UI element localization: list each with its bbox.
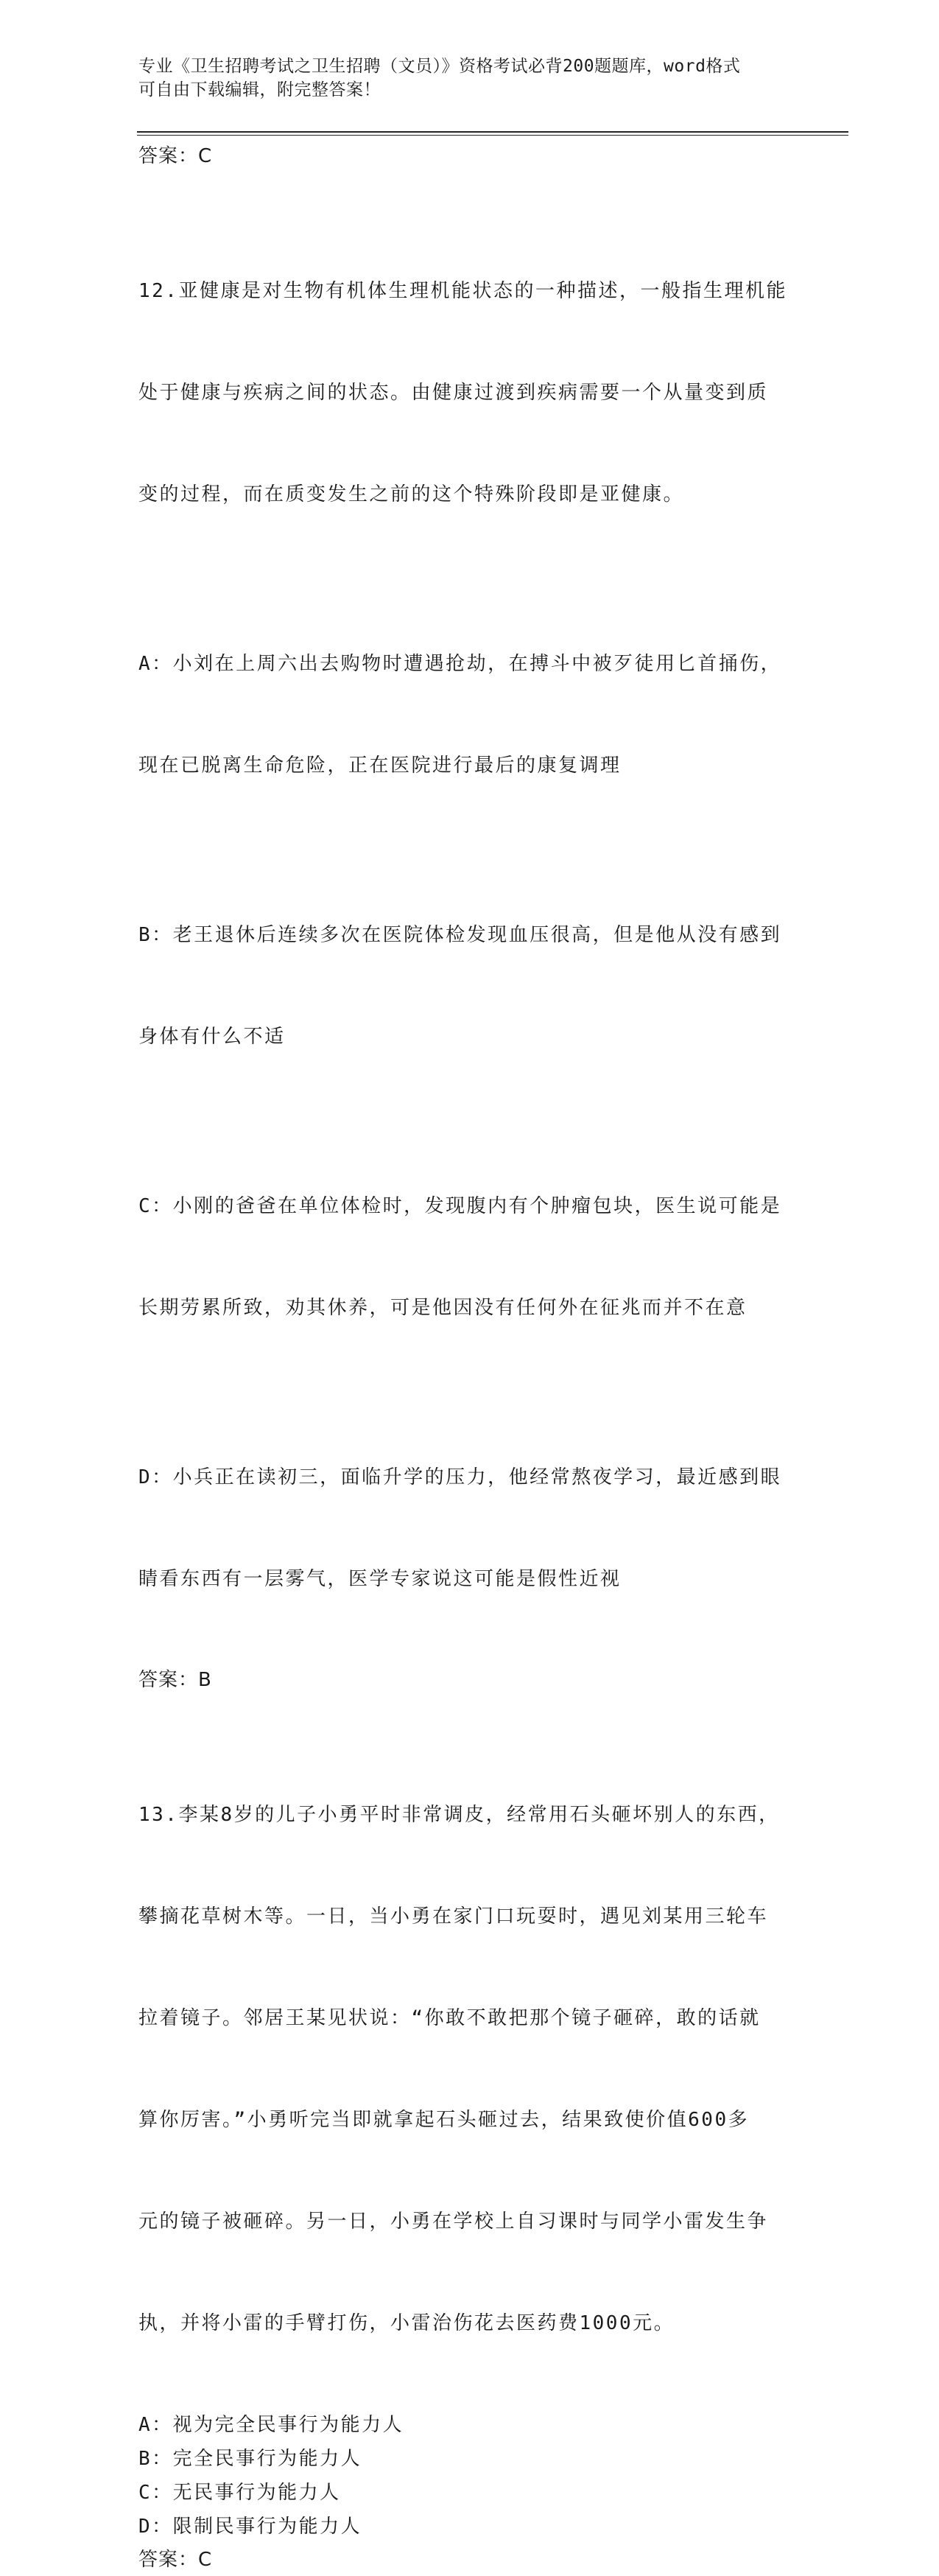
stem-line: 12.亚健康是对生物有机体生理机能状态的一种描述，一般指生理机能	[138, 280, 787, 302]
question-12	[138, 206, 801, 1696]
option-line: D：小兵正在读初三，面临升学的压力，他经常熬夜学习，最近感到眼	[138, 1466, 782, 1488]
stem-line: 攀摘花草树木等。一日，当小勇在家门口玩耍时，遇见刘某用三轮车	[138, 1905, 769, 1928]
header-line-2: 可自由下载编辑，附完整答案！	[138, 80, 381, 99]
option-b	[138, 850, 801, 1121]
header-rule-thick	[137, 131, 848, 133]
page-content	[138, 140, 801, 2576]
answer-13: 答案：C	[138, 2549, 213, 2571]
option-c	[138, 1121, 801, 1393]
option-line: 睛看东西有一层雾气，医学专家说这可能是假性近视	[138, 1568, 622, 1590]
stem-line: 变的过程，而在质变发生之前的这个特殊阶段即是亚健康。	[138, 483, 685, 505]
stem-line: 执，并将小雷的手臂打伤，小雷治伤花去医药费1000元。	[138, 2312, 675, 2334]
header-rule-thin	[137, 135, 848, 136]
stem-line: 元的镜子被砸碎。另一日，小勇在学校上自习课时与同学小雷发生争	[138, 2211, 769, 2233]
option-line: 身体有什么不适	[138, 1026, 286, 1048]
spacer	[138, 1696, 801, 1730]
stem-line: 算你厉害。”小勇听完当即就拿起石头砸过去，结果致使价值600多	[138, 2109, 750, 2131]
spacer	[138, 172, 801, 206]
option-c: C：无民事行为能力人	[138, 2482, 341, 2504]
option-b: B：完全民事行为能力人	[138, 2448, 362, 2470]
question-stem	[138, 206, 801, 579]
previous-answer: 答案：C	[138, 145, 213, 167]
stem-line: 拉着镜子。邻居王某见状说：“你敢不敢把那个镜子砸碎，敢的话就	[138, 2007, 761, 2029]
question-stem	[138, 1730, 801, 2408]
option-line: C：小刚的爸爸在单位体检时，发现腹内有个肿瘤包块，医生说可能是	[138, 1195, 782, 1217]
page-header	[138, 55, 801, 102]
header-line-1: 专业《卫生招聘考试之卫生招聘（文员）》资格考试必背200题题库，word格式	[138, 57, 741, 76]
question-13	[138, 1730, 801, 2576]
option-line: B：老王退休后连续多次在医院体检发现血压很高，但是他从没有感到	[138, 924, 782, 946]
option-a: A：视为完全民事行为能力人	[138, 2414, 404, 2436]
option-line: A：小刘在上周六出去购物时遭遇抢劫，在搏斗中被歹徒用匕首捅伤，	[138, 653, 782, 675]
option-a	[138, 579, 801, 850]
option-line: 现在已脱离生命危险，正在医院进行最后的康复调理	[138, 755, 622, 777]
option-d	[138, 1393, 801, 1664]
stem-line: 13.李某8岁的儿子小勇平时非常调皮，经常用石头砸坏别人的东西，	[138, 1804, 780, 1826]
option-d: D：限制民事行为能力人	[138, 2516, 362, 2538]
answer-12: 答案：B	[138, 1669, 212, 1691]
option-line: 长期劳累所致，劝其休养，可是他因没有任何外在征兆而并不在意	[138, 1297, 748, 1319]
stem-line: 处于健康与疾病之间的状态。由健康过渡到疾病需要一个从量变到质	[138, 382, 769, 404]
